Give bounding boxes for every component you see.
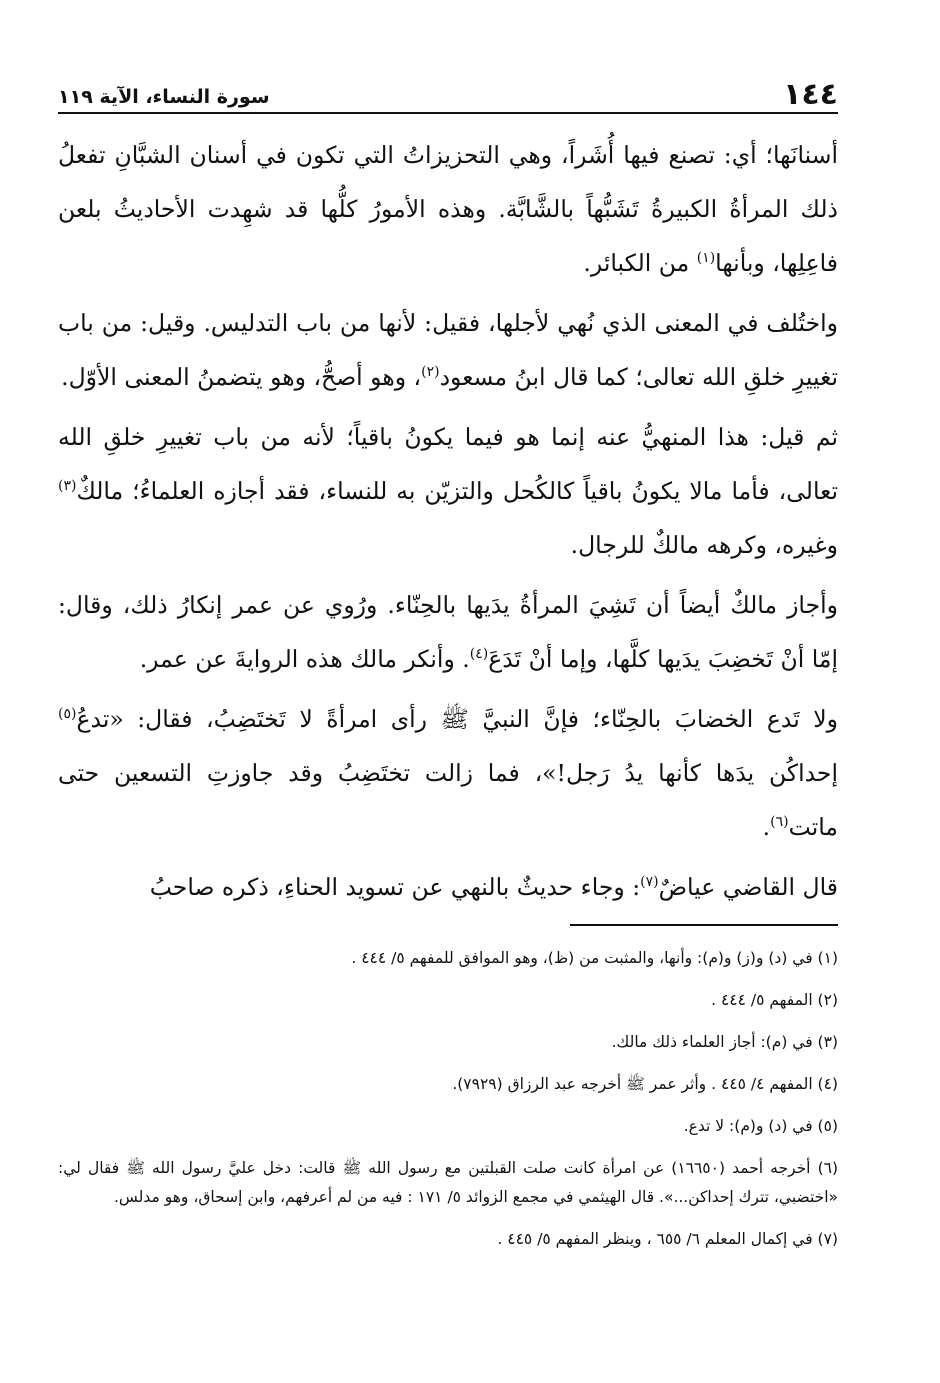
paragraph-text: أسنانَها؛ أي: تصنع فيها أُشَراً، وهي التحزيزاتُ التي تكون في أسنان الشبَّانِ تفعلُ ذلك المرأةُ الكبيرةُ تَشَبُّهاً بالشَّابَّة. وهذه الأمورُ كلُّها قد شهِدت الأحاديثُ بلعن فاعِلِها، وبأنها [58, 141, 838, 277]
footnote-reference: (٦) [770, 814, 789, 831]
footnote: (١) في (د) و(ز) و(م): وأنها، والمثبت من (ظ)، وهو الموافق للمفهم ٥/ ٤٤٤ . [351, 949, 838, 967]
body-paragraph [58, 410, 838, 572]
footnote-reference: (٢) [421, 364, 440, 381]
running-title: سورة النساء، الآية ١١٩ [58, 86, 270, 108]
paragraph-text: وغيره، وكرهه مالكٌ للرجال. [570, 531, 838, 559]
footnote-reference: (٤) [469, 646, 489, 663]
paragraph-text: . وأنكر مالك هذه الروايةَ عن عمر. [139, 645, 470, 673]
footnote-reference: (٥) [58, 706, 77, 723]
footnote-reference: (٧) [640, 874, 659, 891]
footnote: (٤) المفهم ٤/ ٤٤٥ . وأثر عمر ﷺ أخرجه عبد الرزاق (٧٩٢٩). [452, 1075, 838, 1093]
body-paragraph [58, 578, 838, 686]
paragraph-text: ولا تَدع الخضابَ بالحِنّاء؛ فإنَّ النبيَّ ﷺ رأى امرأةً لا تَختَضِبُ، فقال: «تدعُ [76, 705, 838, 733]
footnote-reference: (٣) [58, 478, 77, 495]
paragraph-text: واختُلف في المعنى الذي نُهي لأجلها، فقيل: لأنها من باب التدليس. وقيل: من باب تغييرِ خلقِ الله تعالى؛ كما قال ابنُ مسعود [58, 309, 838, 391]
paragraph-text: ، وهو أصحُّ، وهو يتضمنُ المعنى الأوّل. [61, 363, 422, 391]
paragraph-text: : وجاء حديثٌ بالنهي عن تسويد الحناءِ، ذكره صاحبُ [149, 873, 641, 901]
footnote: (٧) في إكمال المعلم ٦/ ٦٥٥ ، وينظر المفهم ٥/ ٤٤٥ . [497, 1230, 838, 1248]
body-paragraph [58, 692, 838, 854]
footnote: (٢) المفهم ٥/ ٤٤٤ . [711, 991, 838, 1009]
footnote: (٥) في (د) و(م): لا تدع. [683, 1117, 838, 1135]
page-number: ١٤٤ [783, 77, 838, 112]
paragraph-text: ثم قيل: هذا المنهيُّ عنه إنما هو فيما يكونُ باقياً؛ لأنه من باب تغييرِ خلقِ الله تعالى، فأما مالا يكونُ باقياً كالكُحل والتزيّن به للنساء، فقد أجازه العلماءُ؛ مالكٌ [58, 423, 838, 505]
body-paragraph [58, 128, 838, 290]
footnote: (٣) في (م): أجاز العلماء ذلك مالك. [611, 1033, 838, 1051]
paragraph-text: إحداكُن يدَها كأنها يدُ رَجل!»، فما زالت تختَضِبُ وقد جاوزتِ التسعين حتى ماتت [58, 759, 838, 841]
paragraph-text: قال القاضي عياضٌ [658, 873, 838, 901]
page-header [58, 70, 838, 114]
footnotes [58, 944, 838, 1254]
paragraph-text: من الكبائر. [583, 249, 697, 277]
main-text [58, 128, 838, 914]
footnote: (٦) أخرجه أحمد (١٦٦٥٠) عن امرأة كانت صلت القبلتين مع رسول الله ﷺ قالت: دخل عليَّ رسول الله ﷺ فقال لي: «اختضبي، تترك إحداكن...». قال الهيثمي في مجمع الزوائد ٥/ ١٧١ : فيه من لم أعرفهم، وابن إسحاق، وهو مدلس. [58, 1159, 839, 1206]
paragraph-text: . [762, 813, 771, 841]
book-page [58, 70, 838, 1267]
paragraph-text: وأجاز مالكٌ أيضاً أن تَشِيَ المرأةُ يدَيها بالحِنّاء. ورُوي عن عمر إنكارُ ذلك، وقال: إمّا أنْ تَخضِبَ يدَيها كلَّها، وإما أنْ تَدَعَ [58, 591, 838, 673]
footnote-reference: (١) [696, 250, 716, 267]
body-paragraph [58, 296, 838, 404]
body-paragraph [58, 860, 838, 914]
footnote-separator [570, 924, 838, 926]
